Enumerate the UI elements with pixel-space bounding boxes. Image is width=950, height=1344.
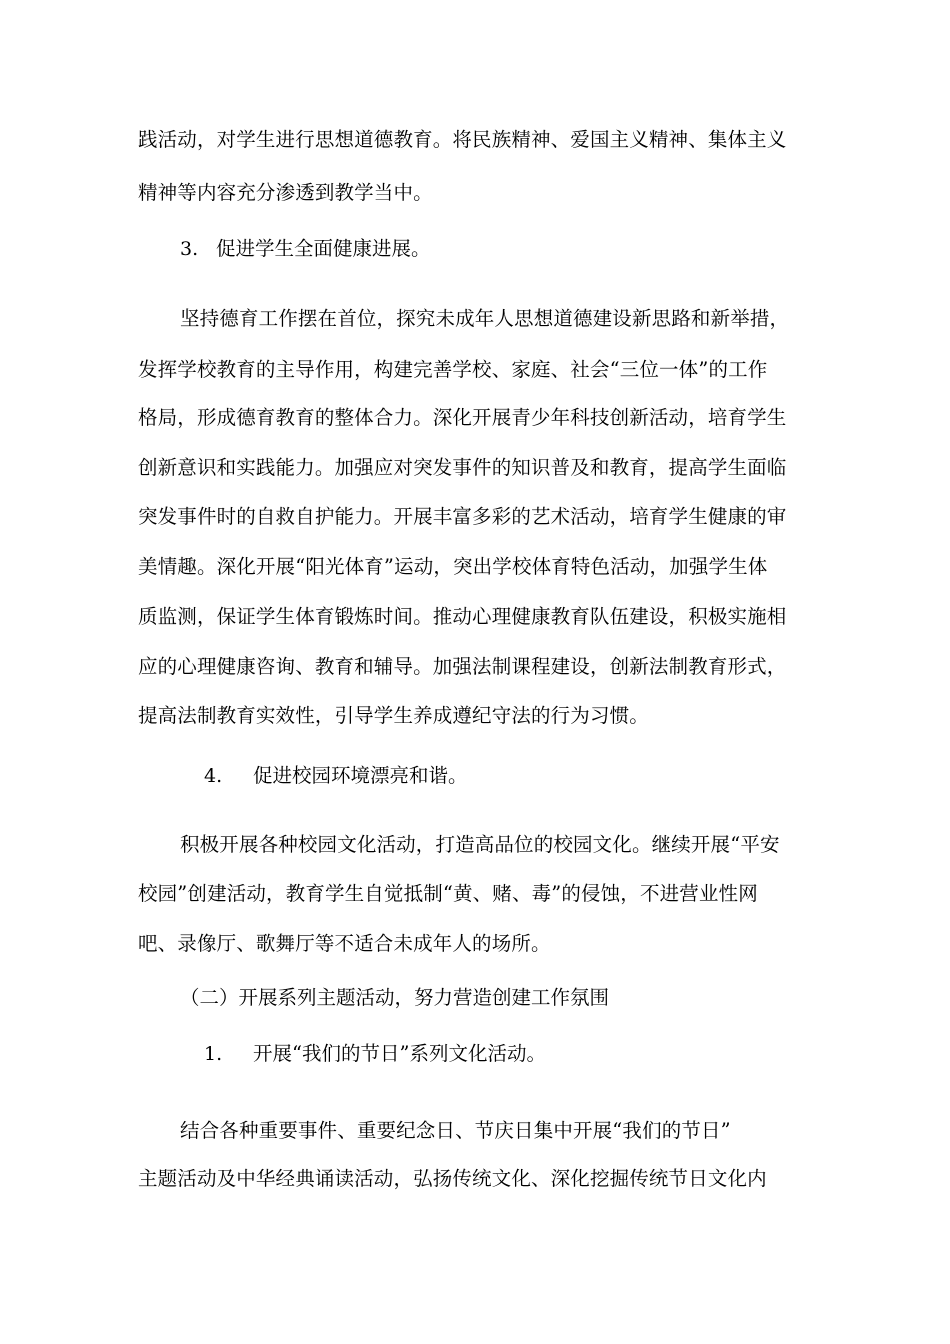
paragraph-line: 质监测，保证学生体育锻炼时间。推动心理健康教育队伍建设，积极实施相 [138,605,787,628]
paragraph-line: 突发事件时的自救自护能力。开展丰富多彩的艺术活动，培育学生健康的审 [138,505,787,528]
paragraph-line: 坚持德育工作摆在首位，探究未成年人思想道德建设新思路和新举措， [180,307,790,330]
list-heading: 促进学生全面健康进展。 [216,237,431,260]
list-heading: 开展“我们的节日”系列文化活动。 [253,1042,546,1065]
paragraph-line: 创新意识和实践能力。加强应对突发事件的知识普及和教育，提高学生面临 [138,456,787,479]
paragraph-line: 格局，形成德育教育的整体合力。深化开展青少年科技创新活动，培育学生 [138,406,787,429]
paragraph-line: 校园”创建活动，教育学生自觉抵制“黄、赌、毒”的侵蚀，不进营业性网 [138,882,758,905]
paragraph-line: 吧、录像厅、歌舞厅等不适合未成年人的场所。 [138,932,551,955]
paragraph-line: 发挥学校教育的主导作用，构建完善学校、家庭、社会“三位一体”的工作 [138,358,768,381]
paragraph-line: 践活动，对学生进行思想道德教育。将民族精神、爱国主义精神、集体主义 [138,128,787,151]
list-heading: 促进校园环境漂亮和谐。 [253,764,468,787]
paragraph-line: 提高法制教育实效性，引导学生养成遵纪守法的行为习惯。 [138,704,649,727]
paragraph-line: 美情趣。深化开展“阳光体育”运动，突出学校体育特色活动，加强学生体 [138,555,768,578]
paragraph-line: 主题活动及中华经典诵读活动，弘扬传统文化、深化挖掘传统节日文化内 [138,1167,767,1190]
paragraph-line: 结合各种重要事件、重要纪念日、节庆日集中开展“我们的节日” [180,1119,731,1142]
paragraph-line: 精神等内容充分渗透到教学当中。 [138,181,433,204]
list-number: 1. [204,1043,223,1065]
list-number: 3. [180,238,199,260]
list-number: 4. [204,765,223,787]
section-heading: （二）开展系列主题活动，努力营造创建工作氛围 [180,986,610,1009]
paragraph-line: 应的心理健康咨询、教育和辅导。加强法制课程建设，创新法制教育形式， [138,655,787,678]
paragraph-line: 积极开展各种校园文化活动，打造高品位的校园文化。继续开展“平安 [180,833,780,856]
